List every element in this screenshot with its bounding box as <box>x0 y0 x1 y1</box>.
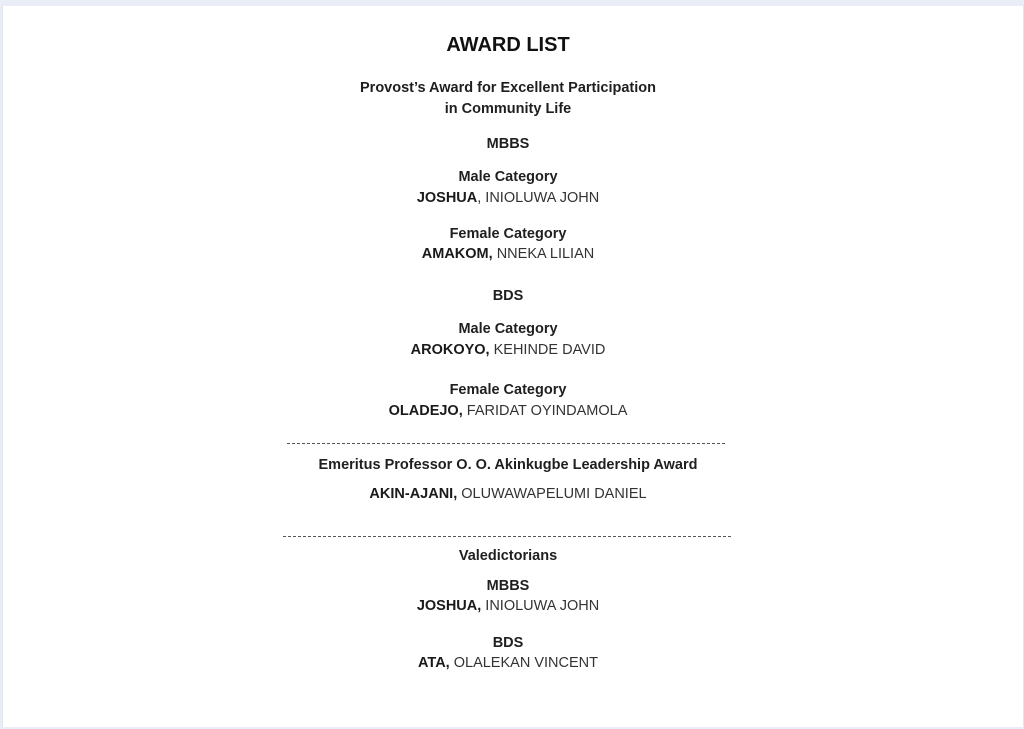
program-heading-bds: BDS <box>492 288 524 304</box>
awardee-given-names: FARIDAT OYINDAMOLA <box>462 403 628 419</box>
awardee-surname: OLADEJO, <box>388 403 463 419</box>
section-divider <box>287 443 725 444</box>
valedictorian-bds <box>3 655 1013 671</box>
mbbs-female-awardee <box>3 246 1013 262</box>
awardee-surname: AMAKOM, <box>421 246 493 262</box>
leadership-awardee <box>3 486 1013 502</box>
bds-male-awardee <box>3 342 1013 358</box>
awardee-given-names: , INIOLUWA JOHN <box>477 190 600 206</box>
awardee-surname: AKIN-AJANI, <box>369 486 458 502</box>
valedictorian-mbbs <box>3 598 1013 614</box>
program-heading-mbbs: MBBS <box>486 136 530 152</box>
page-title: AWARD LIST <box>446 34 570 56</box>
awardee-given-names: NNEKA LILIAN <box>492 246 595 262</box>
awardee-surname: JOSHUA, <box>416 598 482 614</box>
section-divider <box>283 536 731 537</box>
valedictorian-program-bds: BDS <box>492 635 524 651</box>
awardee-surname: JOSHUA <box>416 190 478 206</box>
awardee-surname: AROKOYO, <box>410 342 490 358</box>
award-list-page <box>2 6 1024 727</box>
valedictorian-program-mbbs: MBBS <box>486 578 530 594</box>
mbbs-female-category-label: Female Category <box>449 226 567 242</box>
leadership-award-heading: Emeritus Professor O. O. Akinkugbe Leadership Award <box>318 457 698 473</box>
awardee-given-names: INIOLUWA JOHN <box>481 598 600 614</box>
mbbs-male-awardee <box>3 190 1013 206</box>
awardee-given-names: OLALEKAN VINCENT <box>449 655 598 671</box>
bds-male-category-label: Male Category <box>458 321 558 337</box>
bds-female-awardee <box>3 403 1013 419</box>
provost-award-heading-line2: in Community Life <box>444 101 572 117</box>
provost-award-heading-line1: Provost’s Award for Excellent Participation <box>360 80 656 96</box>
valedictorians-heading: Valedictorians <box>458 548 558 564</box>
mbbs-male-category-label: Male Category <box>458 169 558 185</box>
bds-female-category-label: Female Category <box>449 382 567 398</box>
awardee-given-names: KEHINDE DAVID <box>489 342 606 358</box>
awardee-given-names: OLUWAWAPELUMI DANIEL <box>457 486 647 502</box>
awardee-surname: ATA, <box>418 655 450 671</box>
